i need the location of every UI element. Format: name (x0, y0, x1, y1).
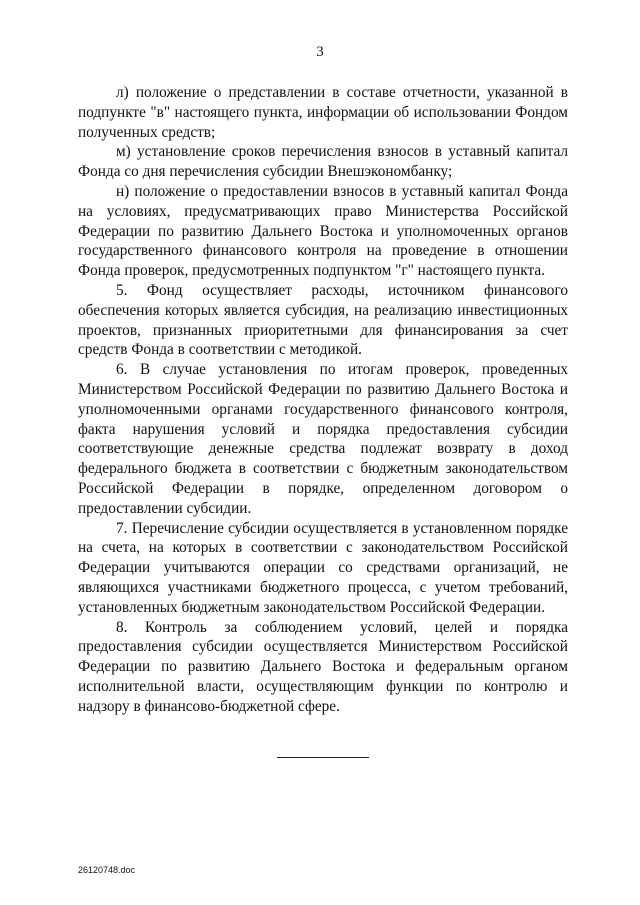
paragraph-l: л) положение о представлении в составе отчетности, указанной в подпункте "в" настоящего пункта, информации об использовании Фондом полученных средств; (78, 84, 568, 141)
paragraph-8: 8. Контроль за соблюдением условий, целей и порядка предоставления субсидии осуществляется Министерством Российской Федерации по развитию Дальнего Востока и федеральным органом исполнительной власти, осуществляющим функции по контролю и надзору в финансово-бюджетной сфере. (78, 618, 568, 715)
paragraph-5: 5. Фонд осуществляет расходы, источником финансового обеспечения которых является субсидия, на реализацию инвестиционных проектов, признанных приоритетными для финансирования за счет средств Фонда в соответствии с методикой. (78, 281, 568, 359)
end-separator-line (277, 757, 369, 758)
paragraph-m: м) установление сроков перечисления взносов в уставный капитал Фонда со дня перечисления субсидии Внешэкономбанку; (78, 143, 568, 181)
file-name-footer: 26120748.doc (78, 865, 136, 875)
paragraph-7: 7. Перечисление субсидии осуществляется в установленном порядке на счета, на которых в соответствии с законодательством Российской Федерации учитываются операции со средствами организаций, не являющихся участниками бюджетного процесса, с учетом требований, установленных бюджетным законодательством Российской Федерации. (78, 519, 568, 616)
page-number: 3 (316, 44, 324, 60)
document-body (78, 83, 568, 717)
paragraph-n: н) положение о предоставлении взносов в уставный капитал Фонда на условиях, предусматривающих право Министерства Российской Федерации по развитию Дальнего Востока и уполномоченных органов государственного финансового контроля на проведение в отношении Фонда проверок, предусмотренных подпунктом "г" настоящего пункта. (78, 182, 568, 280)
paragraph-6: 6. В случае установления по итогам проверок, проведенных Министерством Российской Федерации по развитию Дальнего Востока и уполномоченными органами государственного финансового контроля, факта нарушения условий и порядка предоставления субсидии соответствующие денежные средства подлежат возврату в доход федерального бюджета в соответствии с бюджетным законодательством Российской Федерации в порядке, определенном договором о предоставлении субсидии. (78, 361, 568, 517)
